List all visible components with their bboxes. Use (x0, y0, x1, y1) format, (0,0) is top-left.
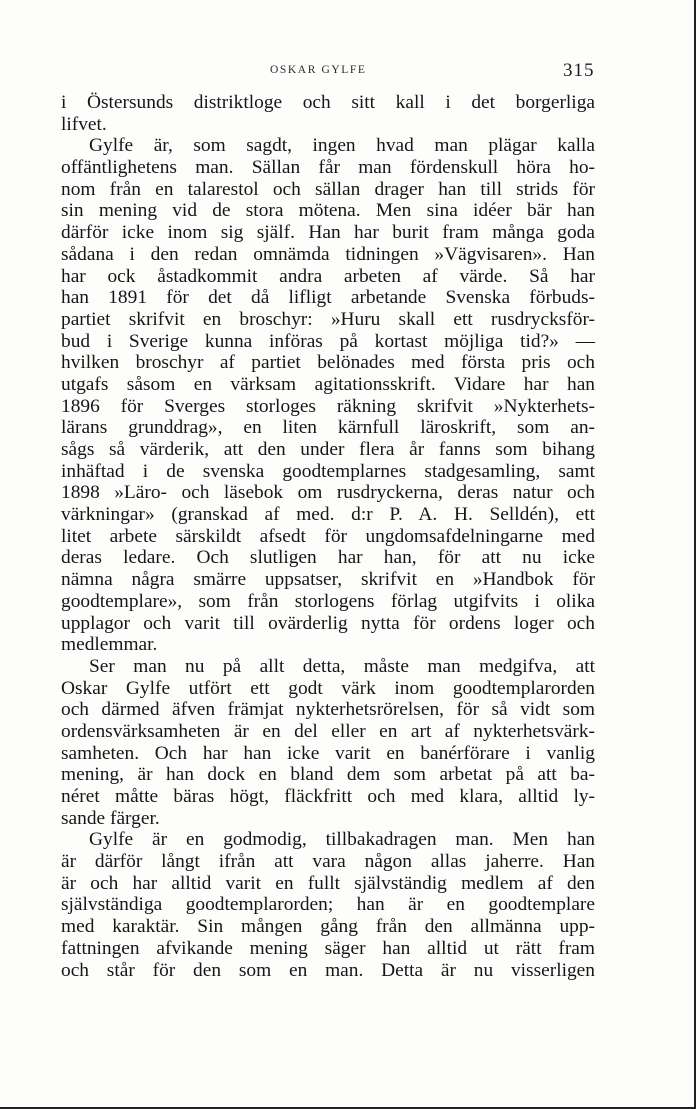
text-line: deras ledare. Och slutligen har han, för att nu icke (61, 547, 595, 569)
text-line: 1896 för Sverges storloges räkning skrifvit »Nykterhets- (61, 395, 595, 417)
text-line: upplagor och varit till ovärderlig nytta för ordens loger och (61, 612, 595, 634)
text-line: hvilken broschyr af partiet belönades med första pris och (61, 352, 595, 374)
text-line: sin mening vid de stora mötena. Men sina idéer bär han (61, 200, 595, 222)
paragraph-start-line: Gylfe är, som sagdt, ingen hvad man plägar kalla (89, 135, 595, 157)
running-head: OSKAR GYLFE (270, 64, 367, 76)
page-number: 315 (563, 60, 595, 81)
text-line: offäntlighetens man. Sällan får man fördenskull höra ho- (61, 157, 595, 179)
text-line: i Östersunds distriktloge och sitt kall i det borgerliga (61, 92, 595, 113)
text-line: bud i Sverige kunna införas på kortast möjliga tid?» — (61, 330, 595, 352)
paragraph-start-line: Gylfe är en godmodig, tillbakadragen man. Men han (89, 829, 595, 851)
text-line: mening, är han dock en bland dem som arbetat på att ba- (61, 764, 595, 786)
text-line: och därmed äfven främjat nykterhetsrörelsen, för så vidt som (61, 699, 595, 721)
text-line: litet arbete särskildt afsedt för ungdomsafdelningarne med (61, 525, 595, 547)
text-line: ordensvärksamheten är en del eller en art af nykterhetsvärk- (61, 720, 595, 742)
text-line: sådana i den redan omnämda tidningen »Vägvisaren». Han (61, 243, 595, 265)
text-line: nämna några smärre uppsatser, skrifvit en »Handbok för (61, 569, 595, 591)
text-line: inhäftad i de svenska goodtemplarnes stadgesamling, samt (61, 460, 595, 482)
text-line: lifvet. (61, 113, 107, 135)
text-line: och står för den som en man. Detta är nu visserligen (61, 959, 595, 981)
text-line: medlemmar. (61, 634, 158, 656)
text-line: självständiga goodtemplarorden; han är en goodtemplare (61, 894, 595, 916)
text-line: lärans grunddrag», en liten kärnfull läroskrift, som an- (61, 417, 595, 439)
text-line: 1898 »Läro- och läsebok om rusdryckerna, deras natur och (61, 482, 595, 504)
text-line: är därför långt ifrån att vara någon allas jaherre. Han (61, 851, 595, 873)
text-line: néret måtte bäras högt, fläckfritt och med klara, alltid ly- (61, 786, 595, 807)
text-line: därför icke inom sig själf. Han har burit fram många goda (61, 222, 595, 244)
text-line: har ock åstadkommit andra arbeten af värde. Så har (61, 265, 595, 287)
text-line: han 1891 för det då lifligt arbetande Svenska förbuds- (61, 287, 595, 309)
body-text (61, 92, 595, 981)
text-line: fattningen afvikande mening säger han alltid ut rätt fram (61, 937, 595, 959)
text-line: samheten. Och har han icke varit en banérförare i vanlig (61, 742, 595, 764)
text-line: goodtemplare», som från storlogens förlag utgifvits i olika (61, 590, 595, 612)
text-line: partiet skrifvit en broschyr: »Huru skall ett rusdrycksför- (61, 308, 595, 330)
text-line: sande färger. (61, 807, 160, 829)
text-line: med karaktär. Sin mången gång från den allmänna upp- (61, 916, 595, 938)
text-line: sågs så värderik, att den under flera år fanns som bihang (61, 439, 595, 460)
text-line: utgafs såsom en värksam agitationsskrift. Vidare har han (61, 373, 595, 395)
paragraph-start-line: Ser man nu på allt detta, måste man medgifva, att (89, 655, 595, 677)
text-line: nom från en talarestol och sällan drager han till strids för (61, 178, 595, 200)
text-line: är och har alltid varit en fullt självständig medlem af den (61, 872, 595, 894)
text-line: Oskar Gylfe utfört ett godt värk inom goodtemplarorden (61, 677, 595, 699)
text-line: värkningar» (granskad af med. d:r P. A. H. Selldén), ett (61, 504, 595, 526)
